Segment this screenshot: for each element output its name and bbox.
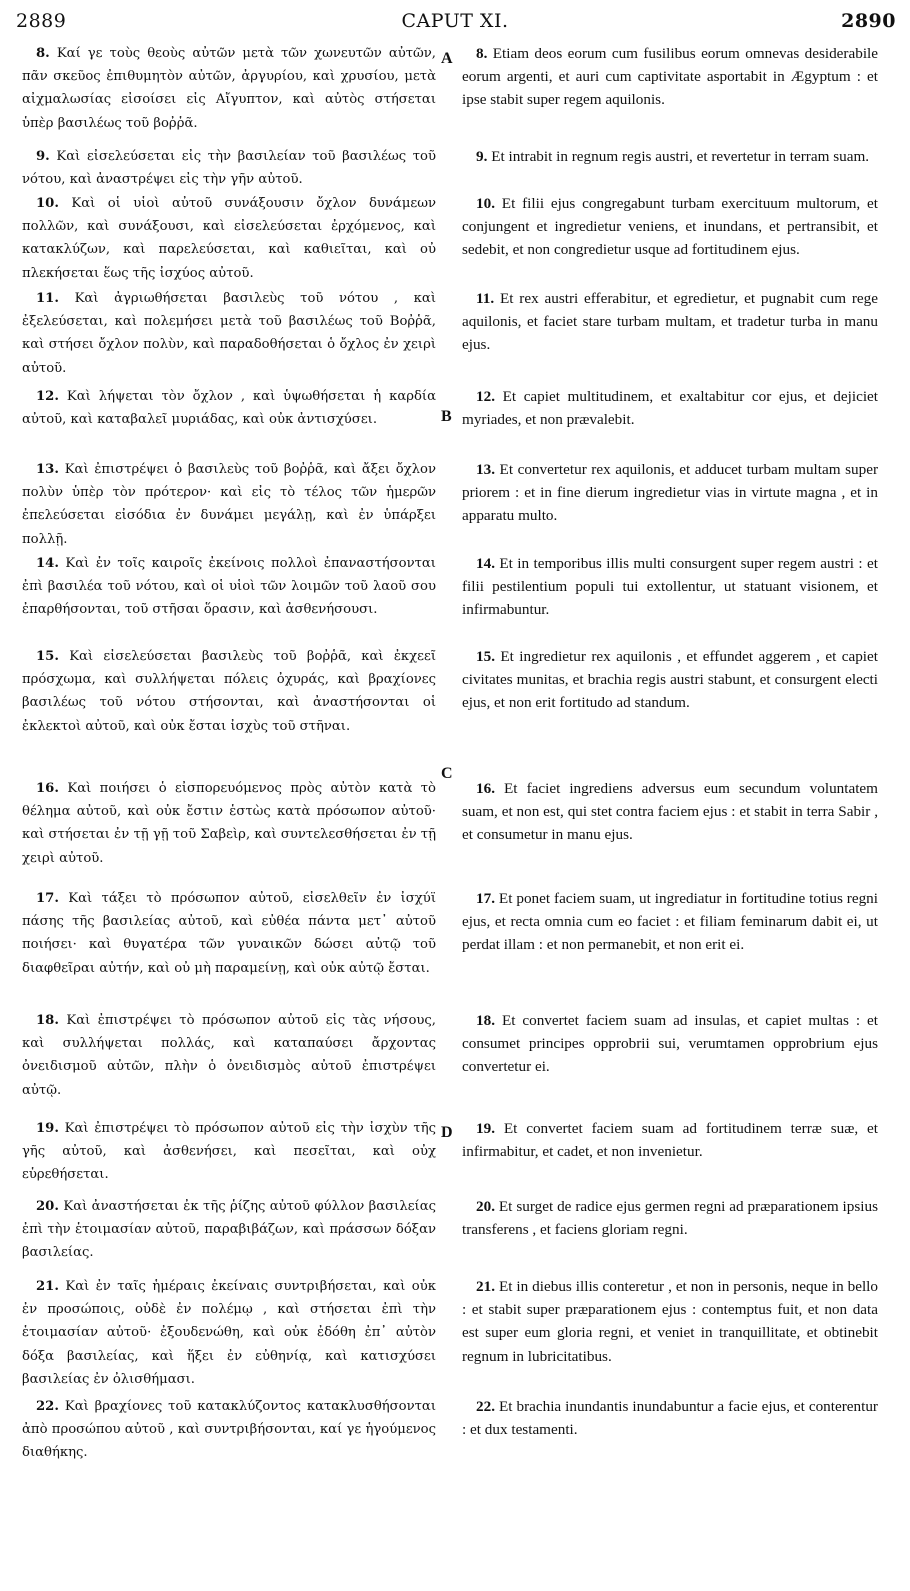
verse-number: 21. [476,1278,495,1295]
verse-text: Et capiet multitudinem, et exaltabitur cor ejus, et dejiciet myriades, et non prævalebit. [462,388,878,429]
margin-marker-c: C [441,765,453,782]
verse-text: Et filii ejus congregabunt turbam exercituum multorum, et conjungent et ingredietur veniens, et inundans, et pertransibit, et sedebit, et non congredietur usque ad fortitudinem ejus. [462,195,878,259]
latin-verse [462,1395,878,1441]
verse-text: Et convertet faciem suam ad insulas, et capiet multas : et consumet principes opprobrii sui, verumtamen opprobrium ejus convertetur ei. [462,1012,878,1076]
verse-text: Et in diebus illis conteretur , et non in personis, neque in bello : et stabit super præparationem ejus : contemptus fuit, et non data est super eum gloria regni, et veniet in tranquillitate, et obtinebit regnum in lubricitatibus. [462,1278,878,1365]
verse-text: Et ponet faciem suam, ut ingrediatur in fortitudine totius regni ejus, et recta omnia cum eo faciet : et filiam feminarum dabit ei, ut perdat illam : et non permanebit, et non erit ei. [462,890,878,954]
verse-text: Et convertetur rex aquilonis, et adducet turbam multam super priorem : et in fine dierum ingredietur vias in virtute magna , et in apparatu multo. [462,461,879,525]
verse-text: Καὶ ποιήσει ὁ εἰσπορευόμενος πρὸς αὐτὸν κατὰ τὸ θέλημα αὐτοῦ, καὶ οὐκ ἔστιν ἑστὼς κατὰ πρόσωπον αὐτοῦ· καὶ στήσεται ἐν τῇ γῇ τοῦ Σαβεὶρ, καὶ συντελεσθήσεται ἐν τῇ χειρὶ αὐτοῦ. [22,781,436,866]
page-number-left: 2889 [16,10,67,32]
verse-text: Καὶ ἐν τοῖς καιροῖς ἐκείνοις πολλοὶ ἐπαναστήσονται ἐπὶ βασιλέα τοῦ νότου, καὶ οἱ υἱοὶ τῶν λοιμῶν τοῦ λαοῦ σου ἐπαρθήσονται, τοῦ στῆσαι ὅρασιν, καὶ ἀσθενήσουσι. [22,556,436,618]
verse-number: 22. [36,1399,59,1414]
verse-number: 9. [36,149,50,164]
verse-text: Et intrabit in regnum regis austri, et revertetur in terram suam. [491,148,870,165]
latin-verse [462,1117,878,1163]
verse-text: Et faciet ingrediens adversus eum secundum voluntatem suam, et non est, qui stet contra faciem ejus : et stabit in terra Sabir , et consumetur in manu ejus. [462,780,878,844]
verse-text: Καὶ εἰσελεύσεται βασιλεὺς τοῦ βοῤῥᾶ, καὶ ἐκχεεῖ πρόσχωμα, καὶ συλλήψεται πόλεις ὀχυράς, καὶ βραχίονες βασιλέως τοῦ νότου στήσονται, καὶ ἀναστήσονται οἱ ἐκλεκτοὶ αὐτοῦ, καὶ οὐκ ἔσται ἰσχὺς τοῦ στῆναι. [22,649,436,734]
verse-number: 13. [36,462,59,477]
verse-number: 14. [36,556,59,571]
verse-number: 12. [36,389,59,404]
page-title: CAPUT XI. [401,10,509,32]
page-number-right: 2890 [841,10,896,32]
verse-number: 18. [36,1013,59,1028]
verse-text: Καί γε τοὺς θεοὺς αὐτῶν μετὰ τῶν χωνευτῶν αὐτῶν, πᾶν σκεῦος ἐπιθυμητὸν αὐτῶν, ἀργυρίου, καὶ χρυσίου, μετὰ αἰχμαλωσίας εἰσοίσει εἰς Αἴγυπτον, καὶ αὐτὸς στήσεται ὑπὲρ βασιλέως τοῦ βοῤῥᾶ. [22,46,436,131]
verse-text: Et surget de radice ejus germen regni ad præparationem ipsius transferens , et faciens gloriam regni. [462,1198,879,1239]
greek-verse [22,192,436,285]
latin-verse [462,42,878,112]
verse-text: Καὶ ἐν ταῖς ἡμέραις ἐκείναις συντριβήσεται, καὶ οὐκ ἐν προσώποις, οὐδὲ ἐν πολέμῳ , καὶ στήσεται ἐπὶ τὴν ἑτοιμασίαν αὐτοῦ· ἐξουδενώθη, καὶ οὐκ ἐδόθη ἐπ᾽ αὐτὸν δόξα βασιλείας, καὶ ἥξει ἐν εὐθηνίᾳ, καὶ κατισχύσει βασιλείας ἐν ὀλισθήμασι. [22,1279,436,1387]
verse-text: Et brachia inundantis inundabuntur a facie ejus, et conterentur : et dux testamenti. [462,1398,878,1439]
latin-verse [462,645,878,715]
greek-verse [22,145,436,191]
greek-verse [22,287,436,380]
verse-number: 11. [476,290,495,307]
verse-text: Etiam deos eorum cum fusilibus eorum omnevas desiderabile eorum argenti, et auri cum captivitate asportabit in Ægyptum : et ipse stabit super regem aquilonis. [462,45,878,109]
verse-text: Et convertet faciem suam ad fortitudinem terræ suæ, et infirmabitur, et cadet, et non invenietur. [462,1120,878,1161]
verse-text: Et rex austri efferabitur, et egredietur, et pugnabit cum rege aquilonis, et faciet stare turbam multam, et tradetur turba in manu ejus. [462,290,878,354]
latin-verse [462,1275,878,1368]
verse-number: 19. [476,1120,495,1137]
greek-verse [22,1275,436,1391]
margin-marker-b: B [441,408,452,425]
verse-number: 18. [476,1012,495,1029]
verse-number: 10. [476,195,495,212]
latin-verse [462,385,878,431]
greek-verse [22,645,436,738]
verse-text: Καὶ ἐπιστρέψει ὁ βασιλεὺς τοῦ βοῤῥᾶ, καὶ ἄξει ὄχλον πολὺν ὑπὲρ τὸν πρότερον· καὶ εἰς τὸ τέλος τῶν ἡμερῶν ἐπελεύσεται εἰσόδια ἐν δυνάμει μεγάλῃ, καὶ ἐν ὑπάρξει πολλῇ. [22,462,436,547]
greek-verse [22,777,436,870]
verse-text: Καὶ λήψεται τὸν ὄχλον , καὶ ὑψωθήσεται ἡ καρδία αὐτοῦ, καὶ καταβαλεῖ μυριάδας, καὶ οὐκ ἀντισχύσει. [22,389,437,428]
greek-verse [22,1395,436,1465]
verse-text: Καὶ τάξει τὸ πρόσωπον αὐτοῦ, εἰσελθεῖν ἐν ἰσχύϊ πάσης τῆς βασιλείας αὐτοῦ, καὶ εὐθέα πάντα μετ᾽ αὐτοῦ ποιήσει· καὶ θυγατέρα τῶν γυναικῶν δώσει αὐτῷ τοῦ διαφθεῖραι αὐτήν, καὶ οὐ μὴ παραμείνῃ, καὶ οὐκ αὐτῷ ἔσται. [22,891,436,976]
latin-verse [462,458,878,528]
verse-number: 12. [476,388,495,405]
latin-verse [462,1009,878,1079]
greek-verse [22,42,436,135]
verse-number: 21. [36,1279,59,1294]
verse-text: Et ingredietur rex aquilonis , et effundet aggerem , et capiet civitates munitas, et brachia regis austri stabunt, et consurgent electi ejus, et non erit fortitudo ad standum. [462,648,878,712]
margin-marker-d: D [441,1124,453,1141]
verse-text: Καὶ εἰσελεύσεται εἰς τὴν βασιλείαν τοῦ βασιλέως τοῦ νότου, καὶ ἀναστρέψει εἰς τὴν γῆν αὐτοῦ. [22,149,436,188]
latin-verse [462,777,878,847]
verse-number: 20. [36,1199,59,1214]
verse-number: 8. [476,45,488,62]
verse-number: 22. [476,1398,495,1415]
greek-verse [22,887,436,980]
verse-text: Καὶ ἀναστήσεται ἐκ τῆς ῥίζης αὐτοῦ φύλλον βασιλείας ἐπὶ τὴν ἑτοιμασίαν αὐτοῦ, παραβιβάζων, καὶ πράσσων δόξαν βασιλείας. [22,1199,436,1261]
latin-verse [462,552,878,622]
verse-number: 19. [36,1121,59,1136]
greek-verse [22,458,436,551]
greek-verse [22,385,436,431]
latin-verse [462,287,878,357]
verse-number: 9. [476,148,488,165]
verse-number: 15. [36,649,59,664]
latin-verse [462,192,878,262]
greek-verse [22,1117,436,1187]
verse-number: 10. [36,196,59,211]
verse-number: 8. [36,46,50,61]
greek-verse [22,1195,436,1265]
verse-number: 16. [36,781,59,796]
verse-number: 13. [476,461,495,478]
latin-verse [462,145,878,168]
verse-number: 17. [36,891,59,906]
latin-verse [462,887,878,957]
latin-verse [462,1195,878,1241]
verse-text: Καὶ βραχίονες τοῦ κατακλύζοντος κατακλυσθήσονται ἀπὸ προσώπου αὐτοῦ , καὶ συντριβήσονται, καί γε ἡγούμενος διαθήκης. [22,1399,436,1461]
verse-text: Et in temporibus illis multi consurgent super regem austri : et filii pestilentium populi tui extollentur, ut statuant visionem, et infirmabuntur. [462,555,878,619]
verse-text: Καὶ ἀγριωθήσεται βασιλεὺς τοῦ νότου , καὶ ἐξελεύσεται, καὶ πολεμήσει μετὰ τοῦ βασιλέως τοῦ Βοῤῥᾶ, καὶ στήσει ὄχλον πολὺν, καὶ παραδοθήσεται ὁ ὄχλος ἐν χειρὶ αὐτοῦ. [22,291,436,376]
greek-verse [22,552,436,622]
verse-number: 14. [476,555,495,572]
verse-number: 20. [476,1198,495,1215]
verse-number: 16. [476,780,495,797]
verse-text: Καὶ ἐπιστρέψει τὸ πρόσωπον αὐτοῦ εἰς τὰς νήσους, καὶ συλλήψεται πολλάς, καὶ καταπαύσει ἄρχοντας ὀνειδισμοῦ αὐτῶν, πλὴν ὁ ὀνειδισμὸς αὐτοῦ ἐπιστρέψει αὐτῷ. [22,1013,436,1098]
margin-marker-a: A [441,50,453,67]
verse-text: Καὶ οἱ υἱοὶ αὐτοῦ συνάξουσιν ὄχλον δυνάμεων πολλῶν, καὶ συνάξουσι, καὶ εἰσελεύσεται ἐρχόμενος, καὶ κατακλύζων, καὶ παρελεύσεται, καὶ καθιεῖται, καὶ οὐ πλεκήσεται ἕως τῆς ἰσχύος αὐτοῦ. [22,196,436,281]
greek-verse [22,1009,436,1102]
verse-number: 15. [476,648,495,665]
verse-text: Καὶ ἐπιστρέψει τὸ πρόσωπον αὐτοῦ εἰς τὴν ἰσχὺν τῆς γῆς αὐτοῦ, καὶ ἀσθενήσει, καὶ πεσεῖται, καὶ οὐχ εὑρεθήσεται. [22,1121,436,1183]
verse-number: 17. [476,890,495,907]
verse-number: 11. [36,291,59,306]
